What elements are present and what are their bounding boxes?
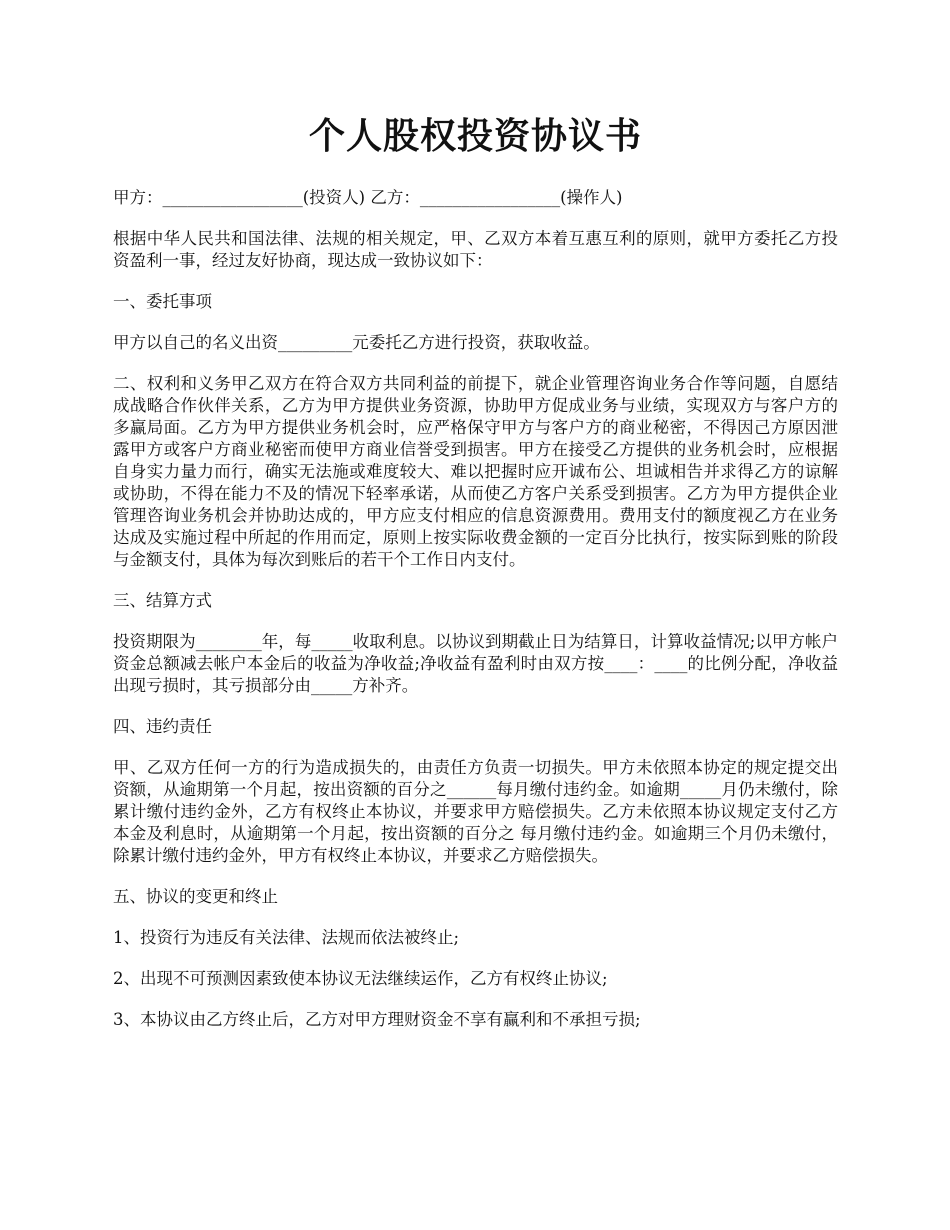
termination-item-3: 3、本协议由乙方终止后，乙方对甲方理财资金不享有赢利和不承担亏损; — [113, 1010, 641, 1029]
termination-item-1: 1、投资行为违反有关法律、法规而依法被终止; — [113, 928, 460, 947]
section-heading-entrustment: 一、委托事项 — [113, 292, 212, 311]
section-heading-termination: 五、协议的变更和终止 — [113, 887, 278, 906]
document-title: 个人股权投资协议书 — [308, 115, 642, 157]
section-body-entrustment: 甲方以自己的名义出资_________元委托乙方进行投资，获取收益。 — [113, 333, 600, 352]
section-body-settlement: 投资期限为________年，每_____收取利息。以协议到期截止日为结算日，计算收益情况;以甲方帐户资金总额减去帐户本金后的收益为净收益;净收益有盈利时由双方按____：____的比例分配，净收益出现亏损时，其亏损部分由_____方补齐。 — [113, 632, 838, 695]
section-body-breach: 甲、乙双方任何一方的行为造成损失的，由责任方负责一切损失。甲方未依照本协定的规定提交出资额，从逾期第一个月起，按出资额的百分之______每月缴付违约金。如逾期_____月仍未缴付，除累计缴付违约金外，乙方有权终止本协议，并要求甲方赔偿损失。乙方未依照本协议规定支付乙方本金及利息时，从逾期第一个月起，按出资额的百分之 每月缴付违约金。如逾期三个月仍未缴付，除累计缴付违约金外，甲方有权终止本协议，并要求乙方赔偿损失。 — [113, 758, 838, 865]
section-body-rights-obligations: 二、权利和义务甲乙双方在符合双方共同利益的前提下，就企业管理咨询业务合作等问题，自愿结成战略合作伙伴关系，乙方为甲方提供业务资源，协助甲方促成业务与业绩，实现双方与客户方的多赢局面。乙方为甲方提供业务机会时，应严格保守甲方与客户方的商业秘密，不得因己方原因泄露甲方或客户方商业秘密而使甲方商业信誉受到损害。甲方在接受乙方提供的业务机会时，应根据自身实力量力而行，确实无法施或难度较大、难以把握时应开诚布公、坦诚相告并求得乙方的谅解或协助，不得在能力不及的情况下轻率承诺，从而使乙方客户关系受到损害。乙方为甲方提供企业管理咨询业务机会并协助达成的，甲方应支付相应的信息资源费用。费用支付的额度视乙方在业务达成及实施过程中所起的作用而定，原则上按实际收费金额的一定百分比执行，按实际到账的阶段与金额支付，具体为每次到账后的若干个工作日内支付。 — [113, 374, 838, 569]
termination-item-2: 2、出现不可预测因素致使本协议无法继续运作，乙方有权终止协议; — [113, 969, 608, 988]
parties-line: 甲方：_________________(投资人) 乙方：_________________(操作人) — [113, 188, 623, 207]
section-heading-breach: 四、违约责任 — [113, 717, 212, 736]
section-heading-settlement: 三、结算方式 — [113, 591, 212, 610]
intro-paragraph: 根据中华人民共和国法律、法规的相关规定，甲、乙双方本着互惠互利的原则，就甲方委托乙方投资盈利一事，经过友好协商，现达成一致协议如下： — [113, 229, 838, 270]
